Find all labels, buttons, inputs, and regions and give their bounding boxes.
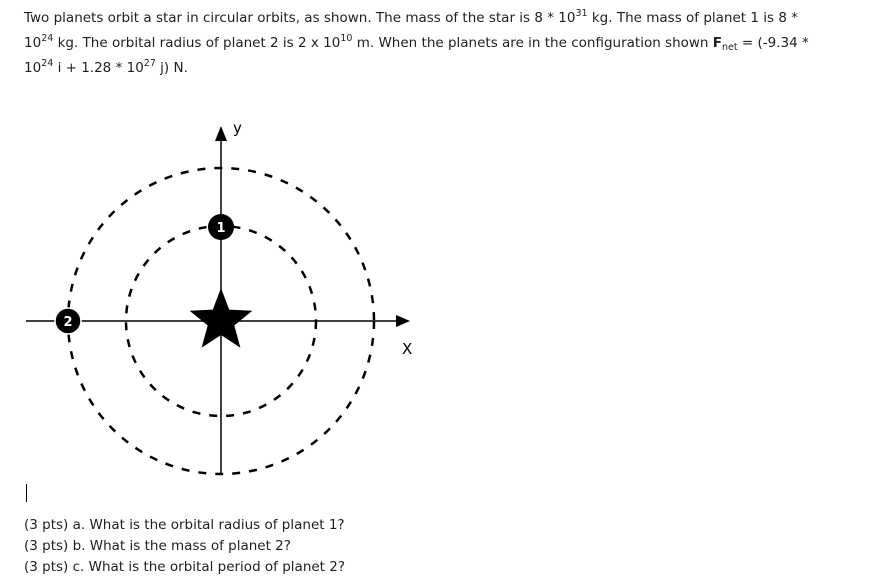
problem-text-7: j) N. bbox=[155, 60, 188, 76]
problem-text-5: = (-9.34 * bbox=[737, 35, 809, 51]
text-cursor bbox=[26, 484, 27, 502]
fnet-j-exponent: 27 bbox=[143, 58, 156, 69]
radius2-exponent: 10 bbox=[340, 33, 353, 44]
y-axis-label: y bbox=[233, 119, 242, 137]
planet-2-label: 2 bbox=[63, 315, 73, 330]
fnet-i-base: 10 bbox=[24, 60, 42, 76]
planet-1-label: 1 bbox=[216, 221, 226, 236]
question-a: (3 pts) a. What is the orbital radius of planet 1? bbox=[24, 517, 345, 533]
problem-text-4: m. When the planets are in the configuration shown bbox=[352, 35, 713, 51]
question-list bbox=[24, 515, 345, 578]
fnet-i-exponent: 24 bbox=[41, 58, 54, 69]
planet1-mass-base: 10 bbox=[24, 35, 42, 51]
problem-text-3: kg. The orbital radius of planet 2 is 2 x 10 bbox=[53, 35, 341, 51]
question-c: (3 pts) c. What is the orbital period of planet 2? bbox=[24, 559, 346, 575]
x-axis-label: X bbox=[402, 340, 413, 358]
planet1-mass-exponent: 24 bbox=[41, 33, 54, 44]
problem-text-2: kg. The mass of planet 1 is 8 * bbox=[587, 10, 798, 26]
fnet-symbol: F bbox=[712, 35, 723, 51]
orbit-diagram bbox=[0, 100, 430, 485]
fnet-subscript: net bbox=[722, 42, 738, 53]
problem-text-1: Two planets orbit a star in circular orbits, as shown. The mass of the star is 8 * 10 bbox=[24, 10, 576, 26]
problem-statement bbox=[24, 6, 844, 81]
problem-text-6: i + 1.28 * 10 bbox=[53, 60, 144, 76]
x-axis-arrowhead bbox=[396, 315, 410, 327]
star-mass-exponent: 31 bbox=[575, 8, 588, 19]
y-axis-arrowhead bbox=[215, 126, 227, 141]
question-b: (3 pts) b. What is the mass of planet 2? bbox=[24, 538, 291, 554]
